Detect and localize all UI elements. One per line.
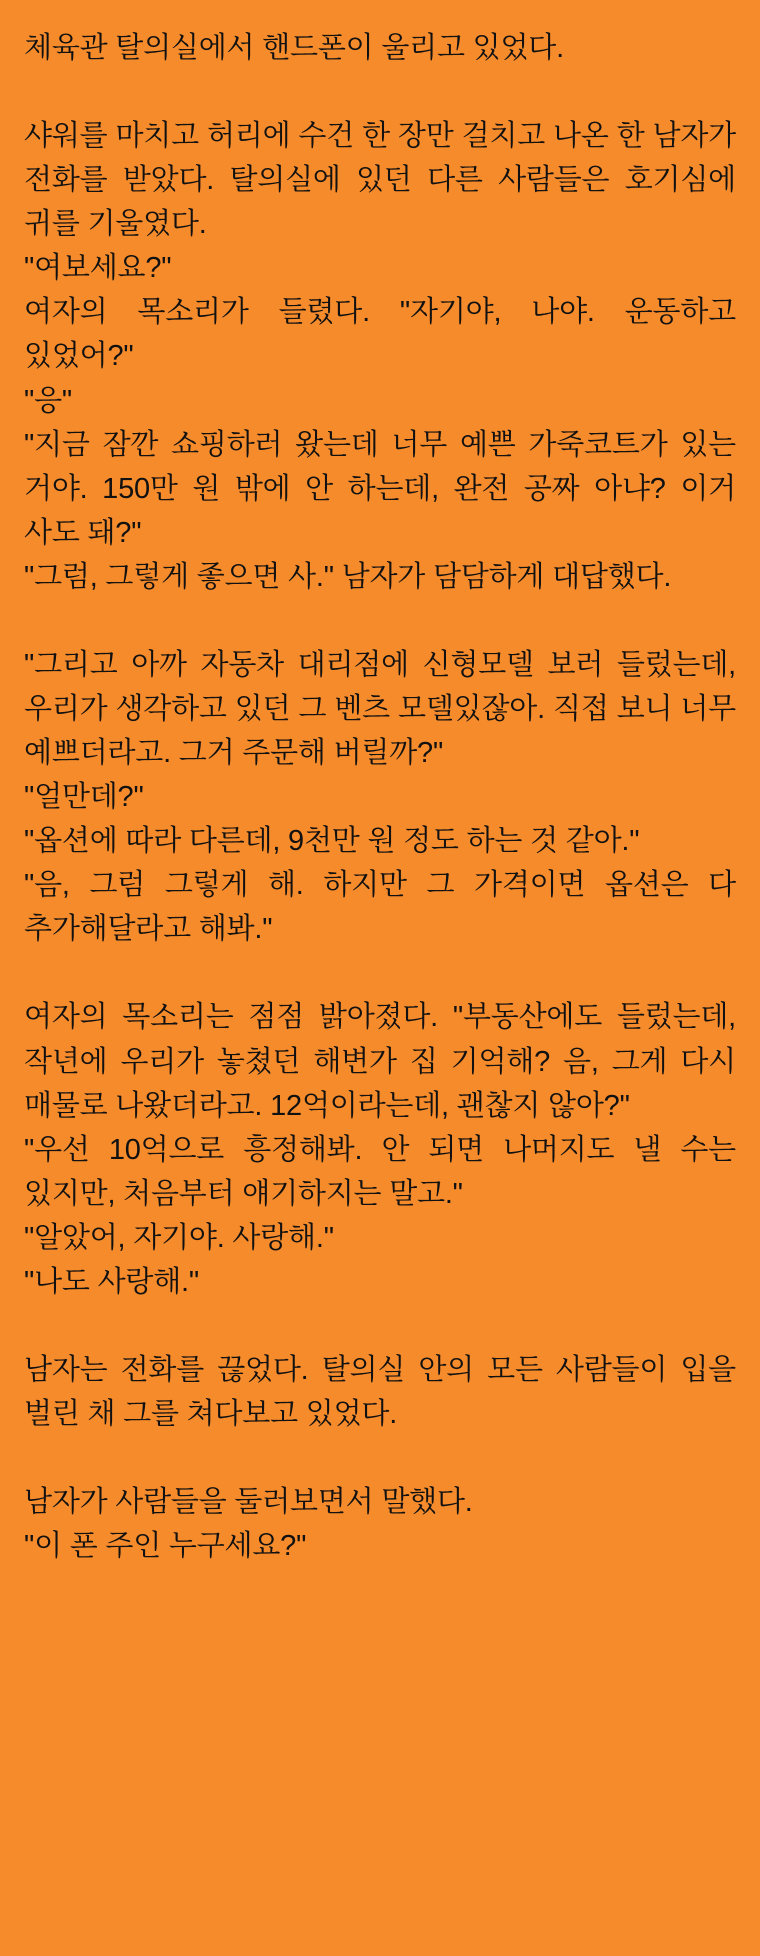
story-paragraph: "우선 10억으로 흥정해봐. 안 되면 나머지도 낼 수는 있지만, 처음부터 얘기하지는 말고." <box>24 1133 736 1210</box>
story-paragraph: 남자는 전화를 끊었다. 탈의실 안의 모든 사람들이 입을 벌린 채 그를 쳐다보고 있었다. <box>24 1354 736 1431</box>
paragraph-gap <box>24 70 736 114</box>
paragraph-gap <box>24 599 736 643</box>
story-paragraph: 샤워를 마치고 허리에 수건 한 장만 걸치고 나온 한 남자가 전화를 받았다. 탈의실에 있던 다른 사람들은 호기심에 귀를 기울였다. <box>24 120 736 241</box>
paragraph-gap <box>24 951 736 995</box>
paragraph-gap <box>24 1304 736 1348</box>
story-paragraph: 여자의 목소리가 들렸다. "자기야, 나야. 운동하고 있었어?" <box>24 296 736 373</box>
story-paragraph: "응" <box>24 384 73 417</box>
paragraph-gap <box>24 1436 736 1480</box>
story-paragraph: 여자의 목소리는 점점 밝아졌다. "부동산에도 들렀는데, 작년에 우리가 놓쳤던 해변가 집 기억해? 음, 그게 다시 매물로 나왔더라고. 12억이라는데, 괜찮지 않아?" <box>24 1001 736 1122</box>
story-paragraph: 체육관 탈의실에서 핸드폰이 울리고 있었다. <box>24 32 564 64</box>
story-paragraph: "그리고 아까 자동차 대리점에 신형모델 보러 들렀는데, 우리가 생각하고 있던 그 벤츠 모델있잖아. 직접 보니 너무 예쁘더라고. 그거 주문해 버릴까?" <box>24 648 736 770</box>
story-paragraph: "그럼, 그렇게 좋으면 사." 남자가 담담하게 대답했다. <box>24 560 672 593</box>
story-paragraph: "알았어, 자기야. 사랑해." <box>24 1221 334 1254</box>
story-paragraph: 남자가 사람들을 둘러보면서 말했다. <box>24 1486 473 1519</box>
story-paragraph: "여보세요?" <box>24 252 172 285</box>
story-paragraph: "지금 잠깐 쇼핑하러 왔는데 너무 예쁜 가죽코트가 있는 거야. 150만 원 밖에 안 하는데, 완전 공짜 아냐? 이거 사도 돼?" <box>24 428 736 549</box>
story-text-body <box>24 26 736 1568</box>
story-paragraph: "이 폰 주인 누구세요?" <box>24 1530 307 1563</box>
story-paragraph: "나도 사랑해." <box>24 1265 199 1298</box>
story-paragraph: "음, 그럼 그렇게 해. 하지만 그 가격이면 옵션은 다 추가해달라고 해봐." <box>24 869 736 946</box>
story-paragraph: "얼만데?" <box>24 781 144 814</box>
story-paragraph: "옵션에 따라 다른데, 9천만 원 정도 하는 것 같아." <box>24 825 640 858</box>
